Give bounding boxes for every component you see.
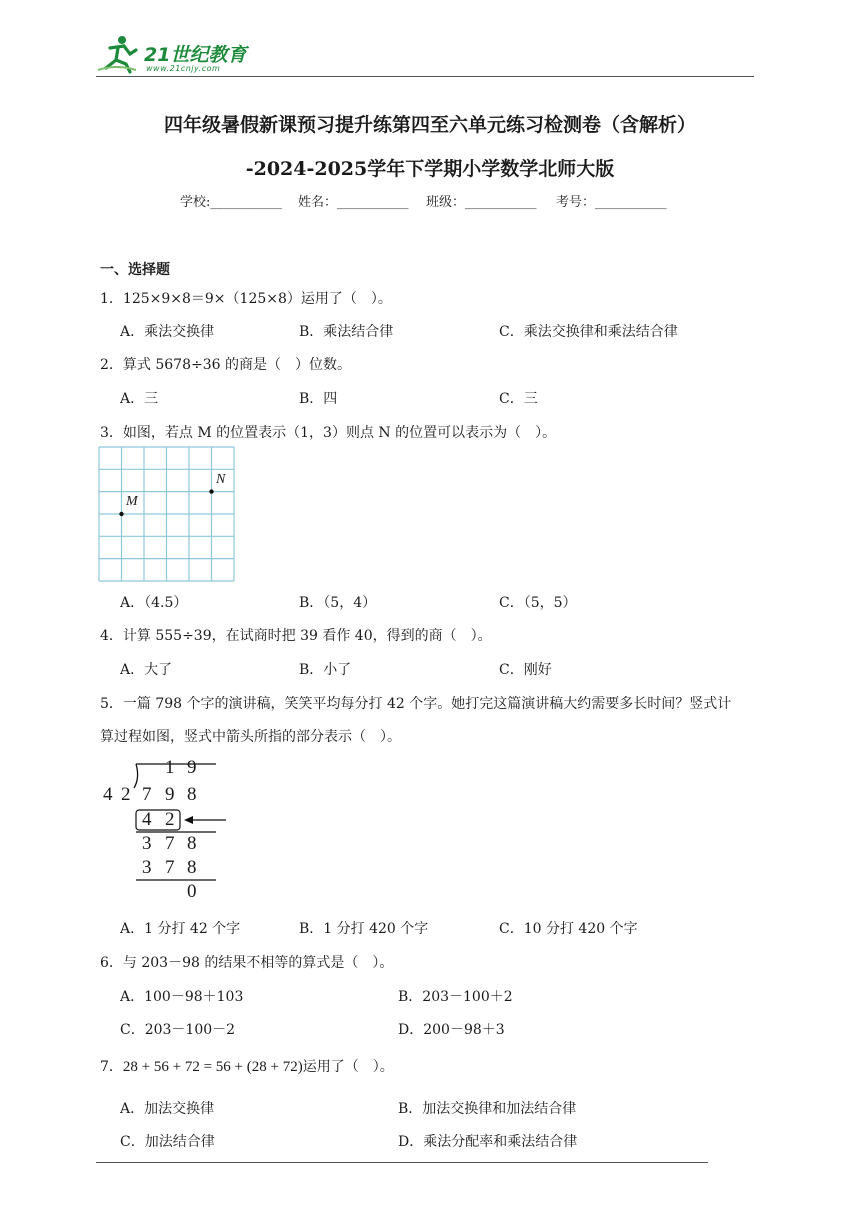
quotient-digit: 1: [165, 757, 175, 778]
point-m-label: M: [126, 494, 138, 509]
logo-brand-text: 21世纪教育: [144, 44, 247, 66]
info-exam-no: 考号：___________: [556, 195, 667, 210]
point-n-label: N: [216, 472, 226, 487]
doc-title-line2: -2024-2025学年下学期小学数学北师大版: [245, 158, 615, 180]
question-7-number: 7．: [100, 1059, 123, 1075]
header-rule: [96, 76, 754, 77]
question-2-stem: 2．算式 5678÷36 的商是（ ）位数。: [100, 357, 351, 373]
point-m-dot: [119, 512, 123, 516]
question-7-stem: [100, 1056, 394, 1076]
question-4-option-c[interactable]: C．刚好: [499, 662, 552, 678]
partial-dividend-digit: 8: [187, 833, 197, 854]
question-5-option-a[interactable]: A．1 分打 42 个字: [120, 921, 241, 937]
question-5-option-b[interactable]: B．1 分打 420 个字: [299, 921, 429, 937]
question-4-option-a[interactable]: A．大了: [120, 662, 173, 678]
product-digit: 4: [142, 809, 152, 830]
remainder-digit: 0: [187, 881, 197, 902]
question-6-stem: 6．与 203－98 的结果不相等的算式是（ ）。: [100, 955, 394, 971]
question-7-option-a[interactable]: A．加法交换律: [120, 1101, 215, 1117]
question-4-stem: 4．计算 555÷39，在试商时把 39 看作 40，得到的商（ ）。: [100, 628, 492, 644]
question-1-option-c[interactable]: C．乘法交换律和乘法结合律: [499, 324, 678, 340]
question-2-option-b[interactable]: B．四: [299, 391, 338, 407]
question-3-option-b[interactable]: B．（5，4）: [299, 595, 377, 611]
question-7-option-b[interactable]: B．加法交换律和加法结合律: [398, 1101, 577, 1117]
divisor-digit: 2: [121, 784, 131, 805]
info-class: 班级：___________: [426, 195, 537, 210]
question-6-option-b[interactable]: B．203－100＋2: [398, 989, 513, 1005]
arrow-head: [184, 816, 193, 824]
question-5-option-c[interactable]: C．10 分打 420 个字: [499, 921, 638, 937]
section-title: 一、选择题: [100, 262, 170, 278]
divisor-digit: 4: [103, 784, 113, 805]
dividend-digit: 9: [165, 784, 175, 805]
info-name: 姓名：___________: [298, 195, 409, 210]
question-7-stem-suffix: 运用了（ ）。: [302, 1059, 394, 1075]
question-7-formula: 28 + 56 + 72 = 56 + (28 + 72): [122, 1059, 303, 1075]
question-6-option-a[interactable]: A．100－98＋103: [120, 989, 244, 1005]
product-digit: 8: [187, 857, 197, 878]
runner-logo-icon: [96, 34, 140, 74]
product-digit: 7: [165, 857, 175, 878]
dividend-digit: 7: [142, 784, 152, 805]
grid-figure: [98, 446, 238, 584]
question-4-option-b[interactable]: B．小了: [299, 662, 352, 678]
info-school: 学校:___________: [180, 195, 282, 210]
logo-url-text: www.21cnjy.com: [146, 64, 221, 73]
question-3-option-a[interactable]: A．（4.5）: [120, 595, 188, 611]
question-5-stem-line1: 5．一篇 798 个字的演讲稿，笑笑平均每分打 42 个字。她打完这篇演讲稿大约需要多长时间？竖式计: [100, 696, 732, 712]
question-1-option-b[interactable]: B．乘法结合律: [299, 324, 394, 340]
question-2-option-c[interactable]: C．三: [499, 391, 538, 407]
partial-dividend-digit: 3: [142, 833, 152, 854]
question-7-option-d[interactable]: D．乘法分配率和乘法结合律: [398, 1134, 578, 1150]
question-3-option-c[interactable]: C．（5，5）: [499, 595, 577, 611]
product-digit: 2: [165, 809, 175, 830]
dividend-digit: 8: [187, 784, 197, 805]
question-7-option-c[interactable]: C．加法结合律: [120, 1134, 215, 1150]
question-6-option-c[interactable]: C．203－100－2: [120, 1022, 236, 1038]
question-5-stem-line2: 算过程如图，竖式中箭头所指的部分表示（ ）。: [100, 729, 401, 745]
question-2-option-a[interactable]: A．三: [120, 391, 159, 407]
point-n-dot: [209, 489, 213, 493]
header-logo: [96, 34, 266, 76]
product-digit: 3: [142, 857, 152, 878]
doc-title-line1: 四年级暑假新课预习提升练第四至六单元练习检测卷（含解析）: [163, 114, 696, 136]
partial-dividend-digit: 7: [165, 833, 175, 854]
question-3-stem: 3．如图，若点 M 的位置表示（1，3）则点 N 的位置可以表示为（ ）。: [100, 425, 557, 441]
quotient-digit: 9: [187, 757, 197, 778]
question-1-option-a[interactable]: A．乘法交换律: [120, 324, 215, 340]
question-6-option-d[interactable]: D．200－98＋3: [398, 1022, 505, 1038]
long-division-figure: [98, 756, 238, 906]
footer-rule: [96, 1162, 708, 1163]
question-1-stem: 1．125×9×8＝9×（125×8）运用了（ ）。: [100, 291, 392, 307]
